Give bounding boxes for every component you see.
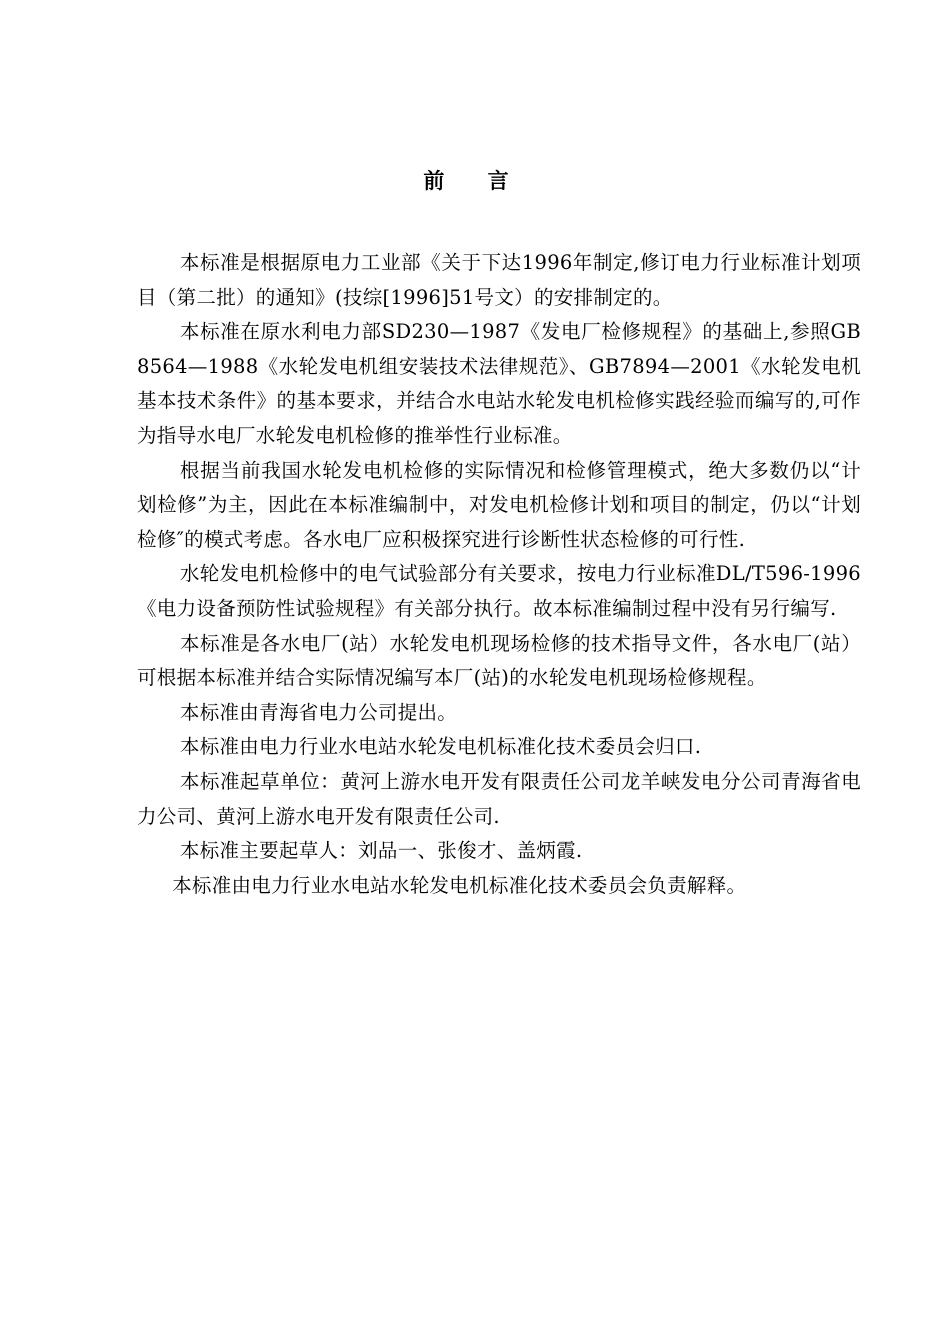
paragraph-planned-maintenance: 根据当前我国水轮发电机检修的实际情况和检修管理模式，绝大多数仍以“计划检修”为主，因此在本标准编制中，对发电机检修计划和项目的制定，仍以“计划检修″的模式考虑。各水电厂应积极探究进行诊断性状态检修的可行性. [137, 458, 861, 551]
paragraph-basis: 本标准是根据原电力工业部《关于下达1996年制定,修订电力行业标准计划项目（第二批）的通知》(技综[1996]51号文）的安排制定的。 [137, 251, 861, 309]
paragraph-interpretation: 本标准由电力行业水电站水轮发电机标准化技术委员会负责解释。 [172, 873, 747, 897]
paragraph-drafters: 本标准主要起草人：刘品一、张俊才、盖炳霞. [179, 839, 583, 863]
document-title: 前 言 [423, 168, 527, 193]
document-body [137, 246, 861, 903]
paragraph-proposer: 本标准由青海省电力公司提出。 [179, 700, 458, 724]
paragraph-drafting-units: 本标准起草单位：黄河上游水电开发有限责任公司龙羊峡发电分公司青海省电力公司、黄河上游水电开发有限责任公司. [137, 769, 861, 828]
paragraph-centralized: 本标准由电力行业水电站水轮发电机标准化技术委员会归口. [179, 735, 702, 759]
paragraph-electrical-tests: 水轮发电机检修中的电气试验部分有关要求，按电力行业标准DL/T596-1996《电力设备预防性试验规程》有关部分执行。故本标准编制过程中没有另行编写. [137, 562, 861, 620]
paragraph-references: 本标准在原水利电力部SD230—1987《发电厂检修规程》的基础上,参照GB8564—1988《水轮发电机组安装技术法律规范》、GB7894—2001《水轮发电机基本技术条件》的基本要求，并结合水电站水轮发电机检修实践经验而编写的,可作为指导水电厂水轮发电机检修的推举性行业标准。 [137, 320, 861, 447]
paragraph-guidance: 本标准是各水电厂(站）水轮发电机现场检修的技术指导文件，各水电厂(站）可根据本标准并结合实际情况编写本厂(站)的水轮发电机现场检修规程。 [137, 631, 861, 690]
